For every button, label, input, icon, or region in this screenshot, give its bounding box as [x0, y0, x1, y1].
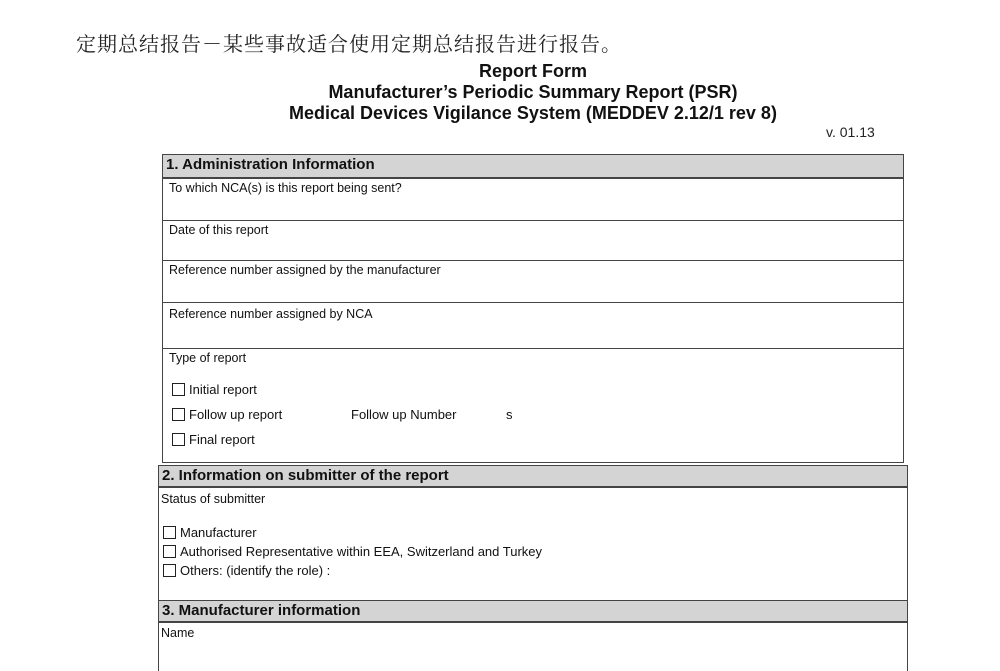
option-label: Final report — [189, 432, 255, 447]
section2-body — [158, 487, 908, 600]
field-label: Date of this report — [169, 223, 269, 237]
field-label: To which NCA(s) is this report being sent? — [169, 181, 402, 195]
option-label: Initial report — [189, 382, 257, 397]
field-label: Reference number assigned by NCA — [169, 307, 373, 321]
option-final-report[interactable] — [172, 432, 255, 447]
section1-body — [162, 178, 904, 463]
field-label: Reference number assigned by the manufacturer — [169, 263, 441, 277]
option-others[interactable] — [163, 563, 330, 578]
option-initial-report[interactable] — [172, 382, 257, 397]
section3-header: 3. Manufacturer information — [158, 600, 908, 622]
field-nca-reference[interactable] — [163, 303, 903, 349]
option-follow-up-report[interactable] — [172, 407, 282, 422]
section3-body — [158, 622, 908, 671]
form-subtitle: Manufacturer’s Periodic Summary Report (PSR) — [328, 82, 738, 102]
option-label: Others: (identify the role) : — [180, 563, 331, 578]
status-of-submitter-label: Status of submitter — [161, 492, 266, 506]
follow-up-number-suffix: s — [506, 407, 513, 422]
option-manufacturer[interactable] — [163, 525, 257, 540]
section1-header: 1. Administration Information — [162, 154, 904, 178]
checkbox[interactable] — [172, 433, 185, 446]
checkbox[interactable] — [163, 526, 176, 539]
name-field-label: Name — [161, 626, 195, 640]
type-of-report-label: Type of report — [169, 351, 247, 365]
form-title: Report Form — [479, 61, 587, 81]
field-report-date[interactable] — [163, 221, 903, 261]
section2-header: 2. Information on submitter of the report — [158, 465, 908, 487]
field-nca-recipients[interactable] — [163, 179, 903, 221]
form-version: v. 01.13 — [826, 124, 875, 140]
option-label: Manufacturer — [180, 525, 257, 540]
follow-up-number-label: Follow up Number — [351, 407, 457, 422]
checkbox[interactable] — [163, 564, 176, 577]
field-manufacturer-reference[interactable] — [163, 261, 903, 303]
checkbox[interactable] — [172, 383, 185, 396]
option-authorised-representative[interactable] — [163, 544, 542, 559]
option-label: Authorised Representative within EEA, Switzerland and Turkey — [180, 544, 543, 559]
form-system: Medical Devices Vigilance System (MEDDEV 2.12/1 rev 8) — [289, 103, 777, 123]
option-label: Follow up report — [189, 407, 283, 422]
checkbox[interactable] — [172, 408, 185, 421]
intro-text: 定期总结报告－某些事故适合使用定期总结报告进行报告。 — [76, 32, 622, 56]
checkbox[interactable] — [163, 545, 176, 558]
